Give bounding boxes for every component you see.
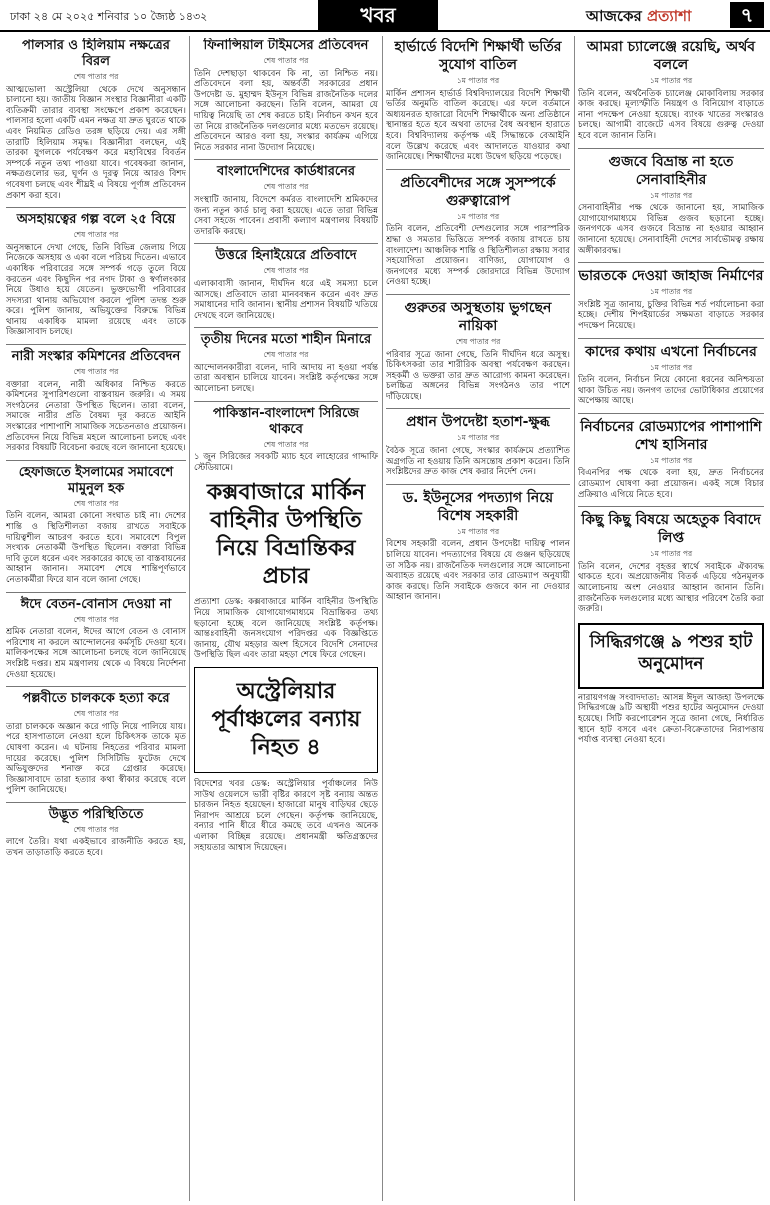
news-story	[578, 511, 764, 615]
story-body: তিনি বলেন, প্রতিবেশী দেশগুলোর সঙ্গে পারস্পরিক শ্রদ্ধা ও সমতার ভিত্তিতে সম্পর্ক বজায় রাখতে চায় বাংলাদেশ। আঞ্চলিক শান্তি ও স্থিতিশীলতা রক্ষায় সবার সহযোগিতা প্রয়োজন। বাণিজ্য, যোগাযোগ ও জনগণের মধ্যে সম্পর্ক জোরদারে বিভিন্ন উদ্যোগ নেওয়া হচ্ছে।	[386, 224, 570, 288]
column-4	[578, 38, 764, 1199]
news-story	[578, 153, 764, 257]
divider	[6, 592, 186, 593]
jump-line: ১ম পাতার পর	[456, 433, 500, 443]
feature-body: প্রত্যাশা ডেস্ক: কক্সবাজারে মার্কিন বাহিনীর উপস্থিতি নিয়ে সামাজিক যোগাযোগমাধ্যমে বিভ্রান্তিকর তথ্য ছড়ানো হচ্ছে বলে জানিয়েছে সংশ্লিষ্ট কর্তৃপক্ষ। আন্তঃবাহিনী জনসংযোগ পরিদপ্তর এক বিজ্ঞপ্তিতে জানায়, যৌথ মহড়ার অংশ হিসেবে বিদেশি সেনাদের উপস্থিতি ছিল এবং তারা মহড়া শেষে ফিরে গেছেন।	[194, 597, 378, 661]
story-body: সংশ্লিষ্ট সূত্র জানায়, চুক্তির বিভিন্ন শর্ত পর্যালোচনা করা হচ্ছে। দেশীয় শিপইয়ার্ডের সক্ষমতা বাড়াতে সরকার পদক্ষেপ নিয়েছে।	[578, 299, 764, 331]
divider	[386, 294, 570, 295]
news-story	[386, 489, 570, 603]
news-story	[194, 332, 378, 394]
column-2	[194, 38, 378, 1199]
story-body: আত্মভোলা অস্ট্রেলিয়া থেকে দেখে অনুসন্ধান চালানো হয়। জাতীয় বিজ্ঞান সংস্থার বিজ্ঞানীরা একটি ব্যতিক্রমী তারার ব্যবস্থা সংক্ষেপে প্রকাশ করেছেন। পালসার হলো একটি এমন নক্ষত্র যা দ্রুত ঘুরতে থাকে এবং নিয়মিত রেডিও তরঙ্গ ছড়িয়ে দেয়। এর সঙ্গী তারাটি হিলিয়াম সমৃদ্ধ। বিজ্ঞানীরা বলছেন, এই তারকা যুগলকে পর্যবেক্ষণ করে মহাবিশ্বের বিবর্তন সম্পর্কে নতুন তথ্য পাওয়া যাবে। গবেষকরা জানান, নক্ষত্রগুলোর ভর, ঘূর্ণন ও দূরত্ব নিয়ে আরও বিশদ গবেষণা চলছে এবং শীঘ্রই এ বিষয়ে পূর্ণাঙ্গ প্রতিবেদন প্রকাশ করা হবে।	[6, 84, 186, 201]
divider	[578, 413, 764, 414]
news-story	[6, 465, 186, 586]
column-divider	[382, 36, 383, 1201]
feature-box	[578, 623, 764, 689]
news-story	[578, 418, 764, 500]
jump-line: ১ম পাতার পর	[456, 211, 500, 221]
news-story	[578, 38, 764, 142]
page-number: ৭	[730, 2, 764, 28]
story-headline: প্রতিবেশীদের সঙ্গে সুসম্পর্কে গুরুত্বারোপ	[400, 174, 556, 209]
story-headline: তৃতীয় দিনের মতো শাহীন মিনারে	[200, 332, 372, 348]
story-body: শ্রমিক নেতারা বলেন, ঈদের আগে বেতন ও বোনাস পরিশোধ না করলে আন্দোলনের কর্মসূচি দেওয়া হবে। মালিকপক্ষের সঙ্গে আলোচনা চলছে বলে জানিয়েছে সংশ্লিষ্ট দপ্তর। শ্রম মন্ত্রণালয় থেকে এ বিষয়ে নির্দেশনা দেওয়া হয়েছে।	[6, 627, 186, 680]
story-headline: পাকিস্তান-বাংলাদেশ সিরিজে থাকবে	[212, 405, 360, 437]
jump-line: শেষ পাতার পর	[263, 56, 309, 65]
divider	[386, 169, 570, 170]
jump-line: ১ম পাতার পর	[456, 526, 500, 536]
jump-line: ১ম পাতার পর	[649, 362, 693, 372]
section-label: খবর	[318, 0, 438, 30]
story-body: তারা চালককে অজ্ঞান করে গাড়ি নিয়ে পালিয়ে যায়। পরে হাসপাতালে নেওয়া হলে চিকিৎসক তাকে মৃত ঘোষণা করেন। এ ঘটনায় নিহতের পরিবার মামলা দায়ের করেছে। পুলিশ সিসিটিভি ফুটেজ দেখে অভিযুক্তদের শনাক্ত করে গ্রেপ্তার করেছে। জিজ্ঞাসাবাদে তারা হত্যার কথা স্বীকার করেছে বলে পুলিশ জানিয়েছে।	[6, 721, 186, 796]
story-body: লাগে তৈরি। যথা একইভাবে রাজনীতি করতে হয়, তখন তাড়াতাড়ি করতে হবে।	[6, 837, 186, 859]
jump-line: ১ম পাতার পর	[649, 190, 693, 200]
news-story	[194, 164, 378, 237]
column-3	[386, 38, 570, 1199]
story-headline: আমরা চ্যালেঞ্জে রয়েছি, অর্থব বললে	[586, 39, 756, 73]
story-headline: নির্বাচনের রোডম্যাপের পাশাপাশি শেখ হাসিনার	[580, 418, 762, 453]
story-headline: বাংলাদেশিদের কার্ডধারনের	[216, 164, 356, 180]
feature-body: বিদেশের খবর ডেস্ক: অস্ট্রেলিয়ার পূর্বাঞ্চলের নিউ সাউথ ওয়েলসে ভারী বৃষ্টির কারণে সৃষ্ট বন্যায় অন্তত চারজন নিহত হয়েছেন। হাজারো মানুষ বাড়িঘর ছেড়ে নিরাপদ আশ্রয়ে চলে গেছেন। কর্তৃপক্ষ জানিয়েছে, বন্যার পানি ধীরে ধীরে কমছে তবে এখনও অনেক এলাকা বিচ্ছিন্ন রয়েছে। প্রধানমন্ত্রী ক্ষতিগ্রস্তদের সহায়তার আশ্বাস দিয়েছেন।	[194, 779, 378, 853]
jump-line: শেষ পাতার পর	[263, 350, 309, 360]
news-story	[6, 691, 186, 796]
feature-headline: সিদ্ধিরগঞ্জে ৯ পশুর হাট অনুমোদন	[589, 631, 753, 674]
story-headline: কাদের কথায় এখনো নির্বাচনের	[585, 343, 757, 360]
story-body: বৈঠক সূত্রে জানা গেছে, সংস্কার কার্যক্রমে প্রত্যাশিত অগ্রগতি না হওয়ায় তিনি অসন্তোষ প্রকাশ করেন। তিনি সংশ্লিষ্টদের দ্রুত কাজ শেষ করার নির্দেশ দেন।	[386, 446, 570, 478]
column-divider	[189, 36, 190, 1201]
divider	[386, 484, 570, 485]
story-headline: অসহায়ত্বের গল্প বলে ২৫ বিয়ে	[16, 212, 176, 228]
story-headline: হেফাজতে ইসলামের সমাবেশে মামুনুল হক	[18, 464, 174, 496]
story-headline: উদ্ভূত পরিস্থিতিতে	[48, 806, 144, 822]
story-body: বক্তারা বলেন, নারী অধিকার নিশ্চিত করতে কমিশনের সুপারিশগুলো বাস্তবায়ন জরুরি। এ সময় সংগঠনের নেতারা উপস্থিত ছিলেন। তারা বলেন, সমাজে নারীর প্রতি বৈষম্য দূর করতে আইনি সংস্কারের পাশাপাশি সামাজিক সচেতনতাও প্রয়োজন। প্রতিবেদন নিয়ে বিভিন্ন মহলে আলোচনা চলছে এবং সরকার বিষয়টি বিবেচনা করছে বলে জানানো হয়েছে।	[6, 379, 186, 454]
news-story	[194, 38, 378, 153]
divider	[6, 207, 186, 208]
divider	[578, 506, 764, 507]
column-1	[6, 38, 186, 1199]
story-body: সেনাবাহিনীর পক্ষ থেকে জানানো হয়, সামাজিক যোগাযোগমাধ্যমে বিভিন্ন গুজব ছড়ানো হচ্ছে। জনগণকে এসব গুজবে বিভ্রান্ত না হওয়ার আহ্বান জানানো হয়েছে। সেনাবাহিনী দেশের সার্বভৌমত্ব রক্ষায় অঙ্গীকারবদ্ধ।	[578, 203, 764, 256]
jump-line: শেষ পাতার পর	[73, 824, 119, 834]
story-headline: গুরুতর অসুস্থতায় ভুগছেন নায়িকা	[404, 299, 552, 334]
story-headline: উত্তরে হিনাইয়েরে প্রতিবাদে	[215, 248, 357, 264]
news-story	[386, 299, 570, 403]
story-headline: গুজবে বিভ্রান্ত না হতে সেনাবাহিনীর	[608, 153, 734, 188]
jump-line: ১ম পাতার পর	[649, 455, 693, 465]
divider	[194, 401, 378, 402]
jump-line: শেষ পাতার পর	[263, 439, 309, 449]
divider	[6, 344, 186, 345]
story-body: বিএনপির পক্ষ থেকে বলা হয়, দ্রুত নির্বাচনের রোডম্যাপ ঘোষণা করা প্রয়োজন। একই সঙ্গে বিচার প্রক্রিয়াও এগিয়ে নিতে হবে।	[578, 468, 764, 500]
news-story	[6, 38, 186, 201]
newspaper-name-accent: প্রত্যাশা	[646, 7, 692, 25]
story-headline: হার্ভার্ডে বিদেশি শিক্ষার্থী ভর্তির সুযোগ বাতিল	[394, 39, 562, 73]
story-headline: নারী সংস্কার কমিশনের প্রতিবেদন	[11, 349, 181, 365]
story-body: বিশেষ সহকারী বলেন, প্রধান উপদেষ্টা দায়িত্ব পালন চালিয়ে যাবেন। পদত্যাগের বিষয়ে যে গুঞ্জন ছড়িয়েছে তা সঠিক নয়। রাজনৈতিক দলগুলোর সঙ্গে আলোচনা অব্যাহত রয়েছে এবং সরকার তার রোডম্যাপ অনুযায়ী কাজ করছে। তিনি সবাইকে গুজবে কান না দেওয়ার আহ্বান জানান।	[386, 539, 570, 603]
news-story	[6, 807, 186, 859]
divider	[578, 338, 764, 339]
story-headline: ফিনান্সিয়াল টাইমসের প্রতিবেদন	[203, 38, 369, 53]
feature-box	[194, 667, 378, 773]
jump-line: ১ম পাতার পর	[649, 549, 693, 559]
story-headline: পালসার ও হিলিয়াম নক্ষত্রের বিরল	[22, 38, 170, 69]
jump-line: শেষ পাতার পর	[73, 614, 119, 624]
story-headline: ভারতকে দেওয়া জাহাজ নির্মাণের	[578, 268, 764, 285]
masthead	[0, 0, 770, 32]
story-body: অনুসন্ধানে দেখা গেছে, তিনি বিভিন্ন জেলায় গিয়ে নিজেকে অসহায় ও একা বলে পরিচয় দিতেন। এভাবে একাধিক পরিবারের সঙ্গে সম্পর্ক গড়ে তুলে বিয়ে করতেন এবং কিছুদিন পর নগদ টাকা ও স্বর্ণালংকার নিয়ে উধাও হয়ে যেতেন। ভুক্তভোগী পরিবারের সদস্যরা থানায় অভিযোগ করলে পুলিশ তদন্ত শুরু করে। পুলিশ জানায়, অভিযুক্তের বিরুদ্ধে বিভিন্ন থানায় একাধিক মামলা রয়েছে এবং তাকে জিজ্ঞাসাবাদ চলছে।	[6, 242, 186, 338]
jump-line: ১ম পাতার পর	[649, 287, 693, 297]
story-headline: কিছু কিছু বিষয়ে অহেতুক বিবাদে লিপ্ত	[581, 512, 761, 547]
story-body: তিনি বলেন, দেশের বৃহত্তর স্বার্থে সবাইকে ঐক্যবদ্ধ থাকতে হবে। অপ্রয়োজনীয় বিতর্ক এড়িয়ে গঠনমূলক আলোচনায় অংশ নেওয়ার আহ্বান জানান তিনি। রাজনৈতিক দলগুলোর মধ্যে আস্থার পরিবেশ তৈরি করা জরুরি।	[578, 561, 764, 615]
divider	[578, 148, 764, 149]
news-story	[6, 349, 186, 454]
news-story	[6, 212, 186, 338]
jump-line: শেষ পাতার পর	[73, 709, 119, 719]
story-headline: প্রধান উপদেষ্টা হতাশ-ক্ষুব্ধ	[406, 414, 550, 431]
news-story	[194, 406, 378, 474]
column-divider	[574, 36, 575, 1201]
news-story	[194, 248, 378, 321]
story-body: আন্দোলনকারীরা বলেন, দাবি আদায় না হওয়া পর্যন্ত তারা অবস্থান চালিয়ে যাবেন। সংশ্লিষ্ট কর্তৃপক্ষের সঙ্গে আলোচনা চলছে।	[194, 362, 378, 395]
news-story	[386, 174, 570, 288]
story-body: ১ জুন সিরিজের সবকটি ম্যাচ হবে লাহোরের গাদ্দাফি স্টেডিয়ামে।	[194, 452, 378, 473]
news-story	[6, 597, 186, 681]
divider	[194, 243, 378, 244]
divider	[578, 262, 764, 263]
newspaper-name-prefix: আজকের	[586, 7, 642, 25]
story-body: তিনি বলেন, নির্বাচন নিয়ে কোনো ধরনের অনিশ্চয়তা থাকা উচিত নয়। জনগণ তাদের ভোটাধিকার প্রয়োগের অপেক্ষায় আছে।	[578, 375, 764, 407]
divider	[194, 327, 378, 328]
story-body: তিনি বলেন, অর্থনৈতিক চ্যালেঞ্জ মোকাবিলায় সরকার কাজ করছে। মূল্যস্ফীতি নিয়ন্ত্রণ ও বিনিয়োগ বাড়াতে নানা পদক্ষেপ নেওয়া হয়েছে। ব্যাংক খাতের সংস্কারও চলছে। আগামী বাজেটে এসব বিষয়ে গুরুত্ব দেওয়া হবে বলে জানান তিনি।	[578, 88, 764, 141]
story-body: মার্কিন প্রশাসন হার্ভার্ড বিশ্ববিদ্যালয়ের বিদেশি শিক্ষার্থী ভর্তির অনুমতি বাতিল করেছে। এর ফলে বর্তমানে অধ্যয়নরত হাজারো বিদেশি শিক্ষার্থীকে অন্য প্রতিষ্ঠানে স্থানান্তর হতে হবে অথবা তাদের বৈধ অবস্থান হারাতে হবে। বিশ্ববিদ্যালয় কর্তৃপক্ষ এই সিদ্ধান্তকে বেআইনি বলে উল্লেখ করেছে এবং আদালতে যাওয়ার কথা জানিয়েছে। শিক্ষার্থীদের মধ্যে উদ্বেগ ছড়িয়ে পড়েছে।	[386, 88, 570, 163]
divider	[6, 686, 186, 687]
news-story	[584, 631, 758, 675]
feature-headline: কক্সবাজারে মার্কিন বাহিনীর উপস্থিতি নিয়ে বিভ্রান্তিকর প্রচার	[206, 480, 366, 590]
story-headline: ড. ইউনূসের পদত্যাগ নিয়ে বিশেষ সহকারী	[402, 489, 554, 524]
jump-line: শেষ পাতার পর	[263, 266, 309, 276]
news-story	[386, 413, 570, 477]
jump-line: ১ম পাতার পর	[649, 76, 693, 85]
issue-date: ঢাকা ২৪ মে ২০২৫ শনিবার ১০ জ্যৈষ্ঠ ১৪৩২	[10, 10, 208, 23]
jump-line: শেষ পাতার পর	[73, 72, 119, 81]
divider	[6, 802, 186, 803]
newspaper-name	[586, 5, 691, 30]
news-story	[578, 343, 764, 407]
divider	[386, 408, 570, 409]
news-story	[386, 38, 570, 163]
feature-headline: অস্ট্রেলিয়ার পূর্বাঞ্চলের বন্যায় নিহত ৪	[211, 679, 361, 760]
divider	[194, 159, 378, 160]
story-body: পরিবার সূত্রে জানা গেছে, তিনি দীর্ঘদিন ধরে অসুস্থ। চিকিৎসকরা তার শারীরিক অবস্থা পর্যবেক্ষণ করছেন। সহকর্মী ও ভক্তরা তার দ্রুত আরোগ্য কামনা করেছেন। চলচ্চিত্র অঙ্গনের বিভিন্ন সংগঠনও তার পাশে দাঁড়িয়েছে।	[386, 349, 570, 402]
story-headline: ঈদে বেতন-বোনাস দেওয়া না	[20, 596, 172, 612]
feature-body: নারায়ণগঞ্জ সংবাদদাতা: আসন্ন ঈদুল আজহা উপলক্ষে সিদ্ধিরগঞ্জে ৯টি অস্থায়ী পশুর হাটের অনুমোদন দেওয়া হয়েছে। সিটি করপোরেশন সূত্রে জানা গেছে, নির্ধারিত স্থানে হাট বসবে এবং ক্রেতা-বিক্রেতাদের নিরাপত্তায় পর্যাপ্ত ব্যবস্থা নেওয়া হবে।	[578, 692, 764, 746]
story-body: এলাকাবাসী জানান, দীর্ঘদিন ধরে এই সমস্যা চলে আসছে। প্রতিবাদে তারা মানববন্ধন করেন এবং দ্রুত সমাধানের দাবি জানান। স্থানীয় প্রশাসন বিষয়টি খতিয়ে দেখছে বলে জানিয়েছে।	[194, 278, 378, 321]
jump-line: শেষ পাতার পর	[263, 182, 309, 192]
story-body: সংস্থাটি জানায়, বিদেশে কর্মরত বাংলাদেশি শ্রমিকদের জন্য নতুন কার্ড চালু করা হয়েছে। এতে তারা বিভিন্ন সেবা সহজে পাবেন। প্রবাসী কল্যাণ মন্ত্রণালয় বিষয়টি তদারকি করছে।	[194, 194, 378, 237]
jump-line: শেষ পাতার পর	[73, 230, 119, 240]
news-story	[578, 267, 764, 331]
story-headline: পল্লবীতে চালককে হত্যা করে	[22, 691, 170, 707]
jump-line: শেষ পাতার পর	[73, 498, 119, 508]
jump-line: শেষ পাতার পর	[455, 336, 501, 346]
divider	[6, 460, 186, 461]
jump-line: ১ম পাতার পর	[456, 76, 500, 85]
jump-line: শেষ পাতার পর	[73, 367, 119, 377]
story-body: তিনি দেশছাড়া থাকবেন কি না, তা নিশ্চিত নয়। প্রতিবেদনে বলা হয়, অন্তর্বর্তী সরকারের প্রধান উপদেষ্টা ড. মুহাম্মদ ইউনূস বিভিন্ন রাজনৈতিক দলের সঙ্গে আলোচনা করছেন। তিনি বলেন, আমরা যে দায়িত্ব নিয়েছি তা শেষ করতে চাই। নির্বাচন কখন হবে তা নিয়ে রাজনৈতিক দলগুলোর মধ্যে মতভেদ রয়েছে। প্রতিবেদনে আরও বলা হয়, সংস্কার কার্যক্রম এগিয়ে নিতে সরকার নানা উদ্যোগ নিয়েছে।	[194, 68, 378, 153]
story-body: তিনি বলেন, আমরা কোনো সংঘাত চাই না। দেশের শান্তি ও স্থিতিশীলতা বজায় রাখতে সবাইকে দায়িত্বশীল আচরণ করতে হবে। সমাবেশে বিপুল সংখ্যক নেতাকর্মী উপস্থিত ছিলেন। বক্তারা বিভিন্ন দাবি তুলে ধরেন এবং সরকারের কাছে তা বাস্তবায়নের আহ্বান জানান। সমাবেশ শেষে শান্তিপূর্ণভাবে নেতাকর্মীরা ফিরে যান বলে জানা গেছে।	[6, 511, 186, 585]
